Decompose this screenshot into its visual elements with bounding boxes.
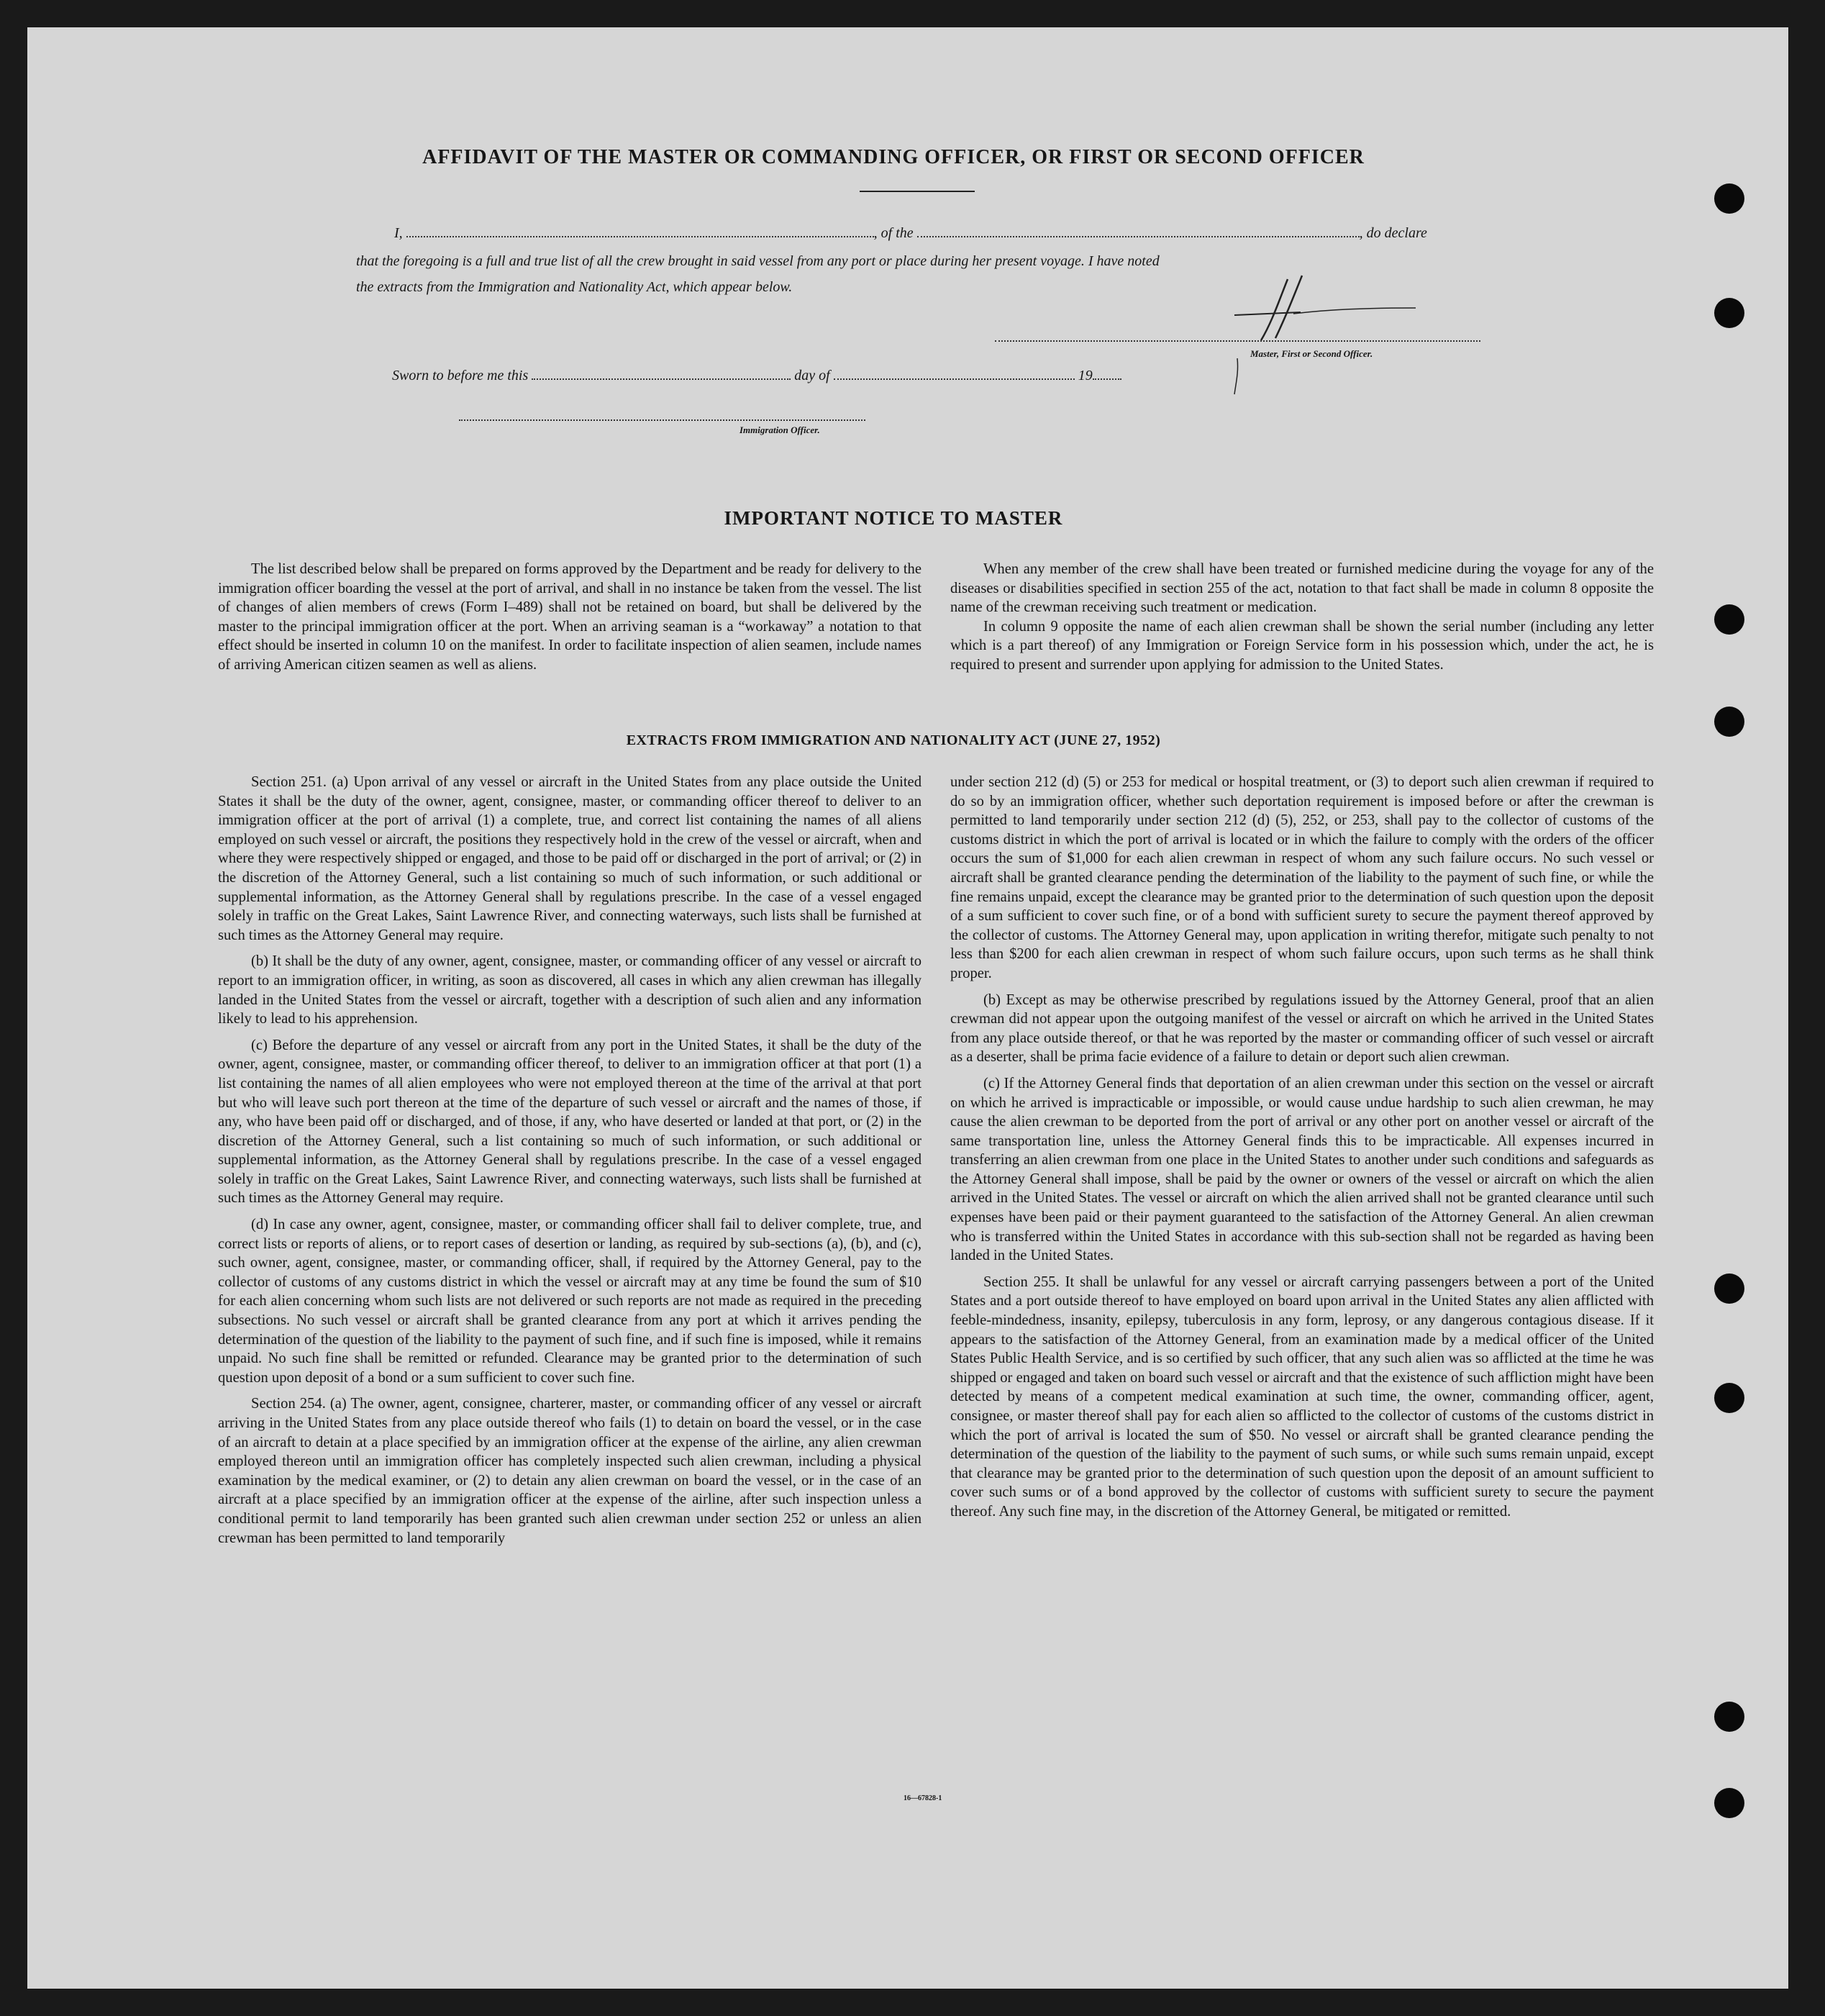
extract-paragraph: (d) In case any owner, agent, consignee, master, or commanding officer shall fail to deliver complete, true, and correct lists or reports of aliens, or to report cases of desertion or landing, as required by sub-sections (a), (b), and (c), such owner, agent, consignee, master, or commanding officer, shall, if required by the Attorney General, pay to the collector of customs of any customs district in which the vessel or aircraft may at any time be found the sum of $10 for each alien concerning whom such lists are not delivered or such reports are not made as required in the preceding subsections. No such vessel or aircraft shall be granted clearance from any port at which it arrives pending the determination of the question of the liability to the payment of such fine, and if such fine is imposed, while it remains unpaid. No such fine shall be remitted or refunded. Clearance may be granted prior to the determination of such question upon deposit of a bond or a sum sufficient to cover such fine. [218,1217,921,1386]
declarant-label: I, [394,225,403,241]
punch-hole [1714,604,1744,635]
punch-hole [1714,298,1744,328]
vessel-name-field[interactable] [917,224,1360,237]
punch-hole [1714,183,1744,214]
sworn-line [392,367,1121,384]
notice-paragraph: When any member of the crew shall have been treated or furnished medicine during the voyage for any of the diseases or disabilities specified in section 255 of the act, notation to that fact shall be made in column 8 opposite the name of the crewman receiving such treatment or medication. [950,561,1654,616]
sworn-label: Sworn to before me this [392,368,529,383]
notice-title: IMPORTANT NOTICE TO MASTER [724,507,1063,529]
punch-hole [1714,1383,1744,1413]
extract-paragraph: Section 255. It shall be unlawful for any vessel or aircraft carrying passengers between a port of the United States and a port outside thereof to have employed on board upon arrival in the United States any alien afflicted with feeble-mindedness, insanity, epilepsy, tuberculosis in any form, leprosy, or any dangerous contagious disease. If it appears to the satisfaction of the Attorney General, from an examination made by a medical officer of the United States Public Health Service, and is so certified by such officer, that any such alien was so afflicted at the time he was shipped or engaged and taken on board such vessel or aircraft and that the existence of such affliction might have been detected by means of a competent medical examination at such time, the owner, commanding officer, agent, consignee, or master thereof shall pay for each alien so afflicted to the collector of customs of the customs district in which the port of arrival is located the sum of $50. No vessel or aircraft shall be granted clearance pending the determination of the question of the liability to the payment of such sums, or while such sums remain unpaid, except that clearance may be granted prior to the determination of such question upon the deposit of an amount sufficient to cover such sums or of a bond approved by the collector of customs with sufficient surety to secure the payment thereof. Any such fine may, in the discretion of the Attorney General, be mitigated or remitted. [950,1273,1654,1520]
notice-right-column [950,560,1654,675]
extract-paragraph: (c) Before the departure of any vessel or aircraft from any port in the United States, it shall be the duty of the owner, agent, consignee, master, or commanding officer thereof, to deliver to an immigration officer at that port (1) a list containing the names of all alien employees who were not employed thereon at the time of the arrival at that port but who will leave such port thereon at the time of the departure of such vessel or aircraft and the names of those, if any, who have been paid off or discharged, and of those, if any, who have deserted or landed at that port, or (2) in the discretion of the Attorney General, such a list containing so much of such information, or such additional or supplemental information, as the Attorney General shall by regulations prescribe. In the case of a vessel engaged solely in traffic on the Great Lakes, Saint Lawrence River, and connecting waterways, such lists shall be furnished at such times as the Attorney General may require. [218,1037,921,1207]
sworn-year-field[interactable] [1093,367,1121,380]
sworn-day-field[interactable] [532,367,791,380]
document-page [27,27,1788,1989]
day-of-label: day of [794,368,830,383]
extract-paragraph: Section 251. (a) Upon arrival of any vessel or aircraft in the United States from any place outside the United States it shall be the duty of the owner, agent, consignee, master, or commanding officer thereof to deliver to an immigration officer at the port of arrival (1) a complete, true, and correct list containing the names of all aliens employed on such vessel or aircraft, the positions they respectively hold in the crew of the vessel or aircraft, when and where they were respectively shipped or engaged, and those to be paid off or discharged in the port of arrival; or (2) in the discretion of the Attorney General, such a list containing so much of such information, or such additional or supplemental information, as the Attorney General shall by regulations prescribe. In the case of a vessel engaged solely in traffic on the Great Lakes, Saint Lawrence River, and connecting waterways, such lists shall be furnished at such times as the Attorney General may require. [218,774,921,943]
declaration-line [394,224,1427,242]
declare-label: , do declare [1359,225,1427,241]
vessel-label: , of the [873,225,914,241]
notice-paragraph: In column 9 opposite the name of each alien crewman shall be shown the serial number (including any letter which is a part thereof) of any Immigration or Foreign Service form in his possession which, under the act, he is required to present and surrender upon applying for admission to the United States. [950,618,1654,673]
master-signature-line[interactable] [995,340,1480,342]
declarant-name-field[interactable] [406,224,874,237]
extracts-title: EXTRACTS FROM IMMIGRATION AND NATIONALITY ACT (JUNE 27, 1952) [626,732,1161,748]
punch-hole [1714,1788,1744,1818]
officer-signature-label: Immigration Officer. [739,424,820,435]
extract-paragraph: (c) If the Attorney General finds that deportation of an alien crewman under this section on the vessel or aircraft on which he arrived is impracticable or impossible, or would cause undue hardship to such alien crewman, he may cause the alien crewman to be deported from the port of arrival or any other port on another vessel or aircraft of the same transportation line, unless the Attorney General finds this to be impracticable. All expenses incurred in transferring an alien crewman from one place in the United States to another under such conditions and safeguards as the Attorney General shall impose, shall be paid by the owner or owners of the vessel or aircraft on which the alien arrived in the United States. The vessel or aircraft on which the alien arrived shall not be granted clearance until such expenses have been paid or their payment guaranteed to the satisfaction of the Attorney General. An alien crewman who is transferred within the United States in accordance with this sub-section shall not be regarded as having been landed in the United States. [950,1075,1654,1264]
extracts-right-column [950,773,1654,1529]
punch-hole [1714,1702,1744,1732]
notice-left-column [218,560,921,675]
extract-paragraph: Section 254. (a) The owner, agent, consignee, charterer, master, or commanding officer of any vessel or aircraft arriving in the United States from any place outside thereof who fails (1) to detain on board the vessel, or in the case of an aircraft to detain at a place specified by an immigration officer at the expense of the airline, any alien crewman employed thereon until an immigration officer has completely inspected such alien crewman, including a physical examination by the medical examiner, or (2) to detain any alien crewman on board the vessel, or in the case of an aircraft at a place specified by an immigration officer at the expense of the airline, after such inspection unless a conditional permit to land temporarily has been granted such alien crewman under section 252 or unless an alien crewman has been permitted to land temporarily [218,1396,921,1546]
master-signature-label: Master, First or Second Officer. [1250,348,1373,359]
declaration-text-line: the extracts from the Immigration and Nationality Act, which appear below. [356,279,793,295]
extract-paragraph: (b) Except as may be otherwise prescribed by regulations issued by the Attorney General, proof that an alien crewman did not appear upon the outgoing manifest of the vessel or aircraft on which he arrived in the United States from any place outside thereof, or that he was reported by the master or commanding officer of such vessel or aircraft as a deserter, shall be prima facie evidence of a failure to detain or deport such alien crewman. [950,991,1654,1066]
form-code: 16—67828-1 [904,1794,942,1802]
extract-paragraph: under section 212 (d) (5) or 253 for medical or hospital treatment, or (3) to deport such alien crewman if required to do so by an immigration officer, whether such deportation requirement is imposed before or after the crewman is permitted to land temporarily under section 212 (d) (5), 252, or 253, shall pay to the collector of customs of the customs district in which the port of arrival is located or in which the failure to comply with the orders of the officer occurs the sum of $1,000 for each alien crewman in respect of whom any such failure occurs. No such vessel or aircraft shall be granted clearance pending the determination of the liability to the payment of such fine, or while the fine remains unpaid, except the clearance may be granted prior to the determination of such question upon the deposit of a sum sufficient to cover such fine, or of a bond with sufficient surety to secure the payment thereof approved by the collector of customs. The Attorney General may, upon application in writing therefor, mitigate such penalty to not less than $200 for each alien crewman in respect of whom such failure occurs, upon such terms as he shall think proper. [950,774,1654,981]
handwritten-signature [1221,272,1452,401]
title-divider [860,191,975,192]
officer-signature-line[interactable] [459,419,865,421]
affidavit-title: AFFIDAVIT OF THE MASTER OR COMMANDING OFFICER, OR FIRST OR SECOND OFFICER [422,146,1365,168]
year-label: 19 [1078,368,1093,383]
extracts-left-column [218,773,921,1555]
declaration-text-line: that the foregoing is a full and true list of all the crew brought in said vessel from any port or place during her present voyage. I have noted [356,253,1160,269]
extract-paragraph: (b) It shall be the duty of any owner, agent, consignee, master, or commanding officer of any vessel or aircraft to report to an immigration officer, in writing, as soon as discovered, all cases in which any alien crewman has illegally landed in the United States from the vessel or aircraft, together with a description of such alien and any information likely to lead to his apprehension. [218,953,921,1027]
punch-hole [1714,1273,1744,1304]
notice-paragraph: The list described below shall be prepared on forms approved by the Department and be ready for delivery to the immigration officer boarding the vessel at the port of arrival, and shall in no instance be taken from the vessel. The list of changes of alien members of crews (Form I–489) shall not be retained on board, but shall be delivered by the master to the principal immigration officer at the port. When an arriving seaman is a “workaway” a notation to that effect should be inserted in column 10 on the manifest. In order to facilitate inspection of alien seamen, include names of arriving American citizen seamen as well as aliens. [218,561,921,673]
sworn-month-field[interactable] [834,367,1075,380]
